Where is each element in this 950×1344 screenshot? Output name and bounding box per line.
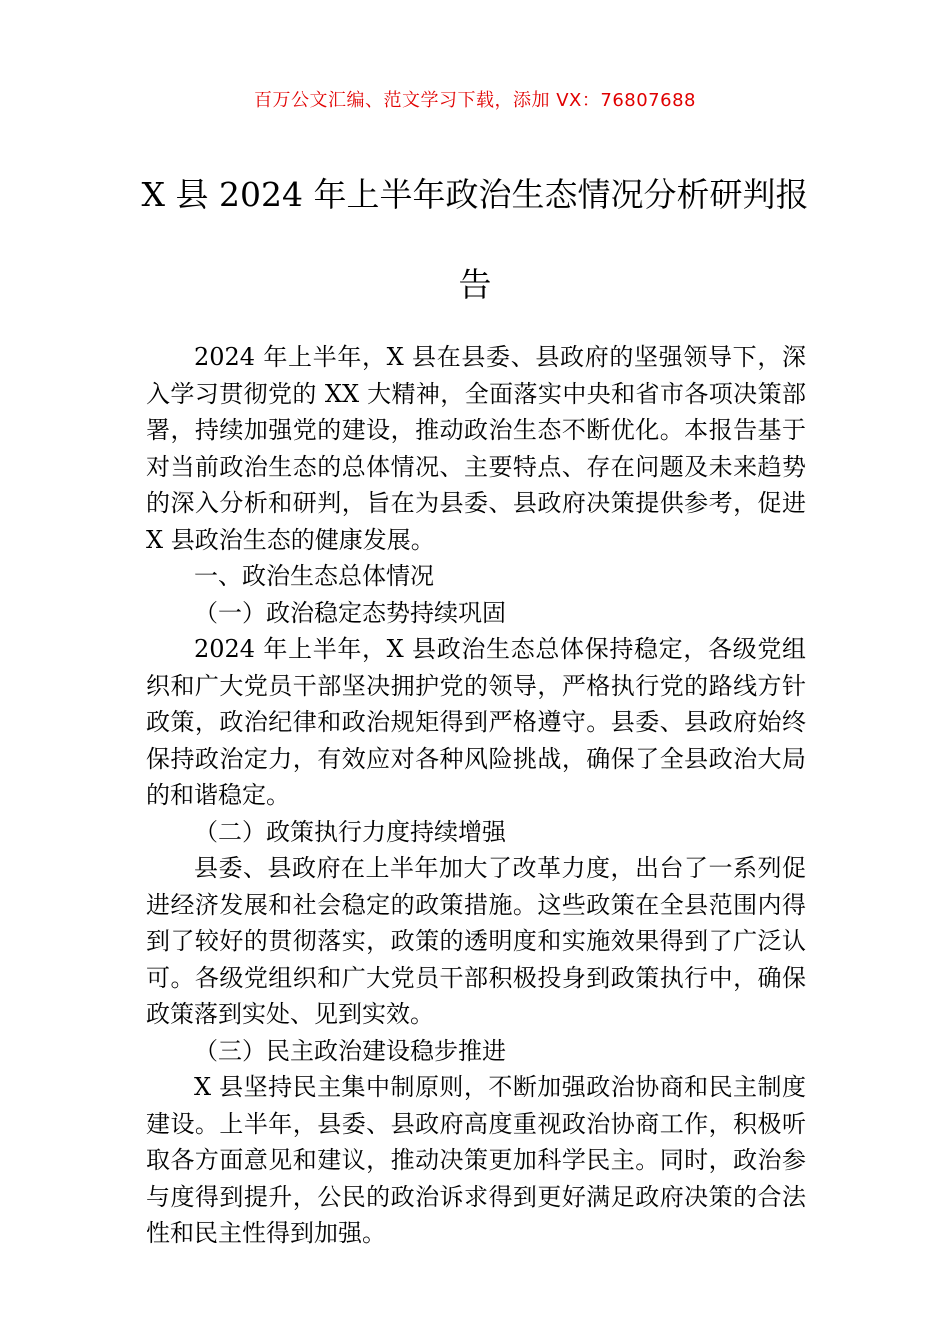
body-paragraph: X 县坚持民主集中制原则，不断加强政治协商和民主制度建设。上半年，县委、县政府高度重视政治协商工作，积极听取各方面意见和建议，推动决策更加科学民主。同时，政治参与度得到提升，公民的政治诉求得到更好满足政府决策的合法性和民主性得到加强。 bbox=[146, 1073, 806, 1247]
subsection-heading-2: （二）政策执行力度持续增强 bbox=[194, 817, 506, 846]
subsection-heading-3: （三）民主政治建设稳步推进 bbox=[194, 1036, 506, 1065]
document-title: X 县 2024 年上半年政治生态情况分析研判报告 bbox=[141, 175, 809, 304]
watermark-header: 百万公文汇编、范文学习下载，添加 VX：76807688 bbox=[254, 90, 696, 111]
document-body bbox=[146, 339, 806, 1252]
subsection-heading-1: （一）政治稳定态势持续巩固 bbox=[194, 598, 506, 627]
intro-paragraph: 2024 年上半年，X 县在县委、县政府的坚强领导下，深入学习贯彻党的 XX 大精神，全面落实中央和省市各项决策部署，持续加强党的建设，推动政治生态不断优化。本报告基于对当前政治生态的总体情况、主要特点、存在问题及未来趋势的深入分析和研判，旨在为县委、县政府决策提供参考，促进 X 县政治生态的健康发展。 bbox=[146, 343, 806, 554]
body-paragraph: 县委、县政府在上半年加大了改革力度，出台了一系列促进经济发展和社会稳定的政策措施。这些政策在全县范围内得到了较好的贯彻落实，政策的透明度和实施效果得到了广泛认可。各级党组织和广大党员干部积极投身到政策执行中，确保政策落到实处、见到实效。 bbox=[146, 854, 806, 1028]
body-paragraph: 2024 年上半年，X 县政治生态总体保持稳定，各级党组织和广大党员干部坚决拥护党的领导，严格执行党的路线方针政策，政治纪律和政治规矩得到严格遵守。县委、县政府始终保持政治定力，有效应对各种风险挑战，确保了全县政治大局的和谐稳定。 bbox=[146, 635, 806, 809]
section-heading-1: 一、政治生态总体情况 bbox=[194, 562, 434, 590]
